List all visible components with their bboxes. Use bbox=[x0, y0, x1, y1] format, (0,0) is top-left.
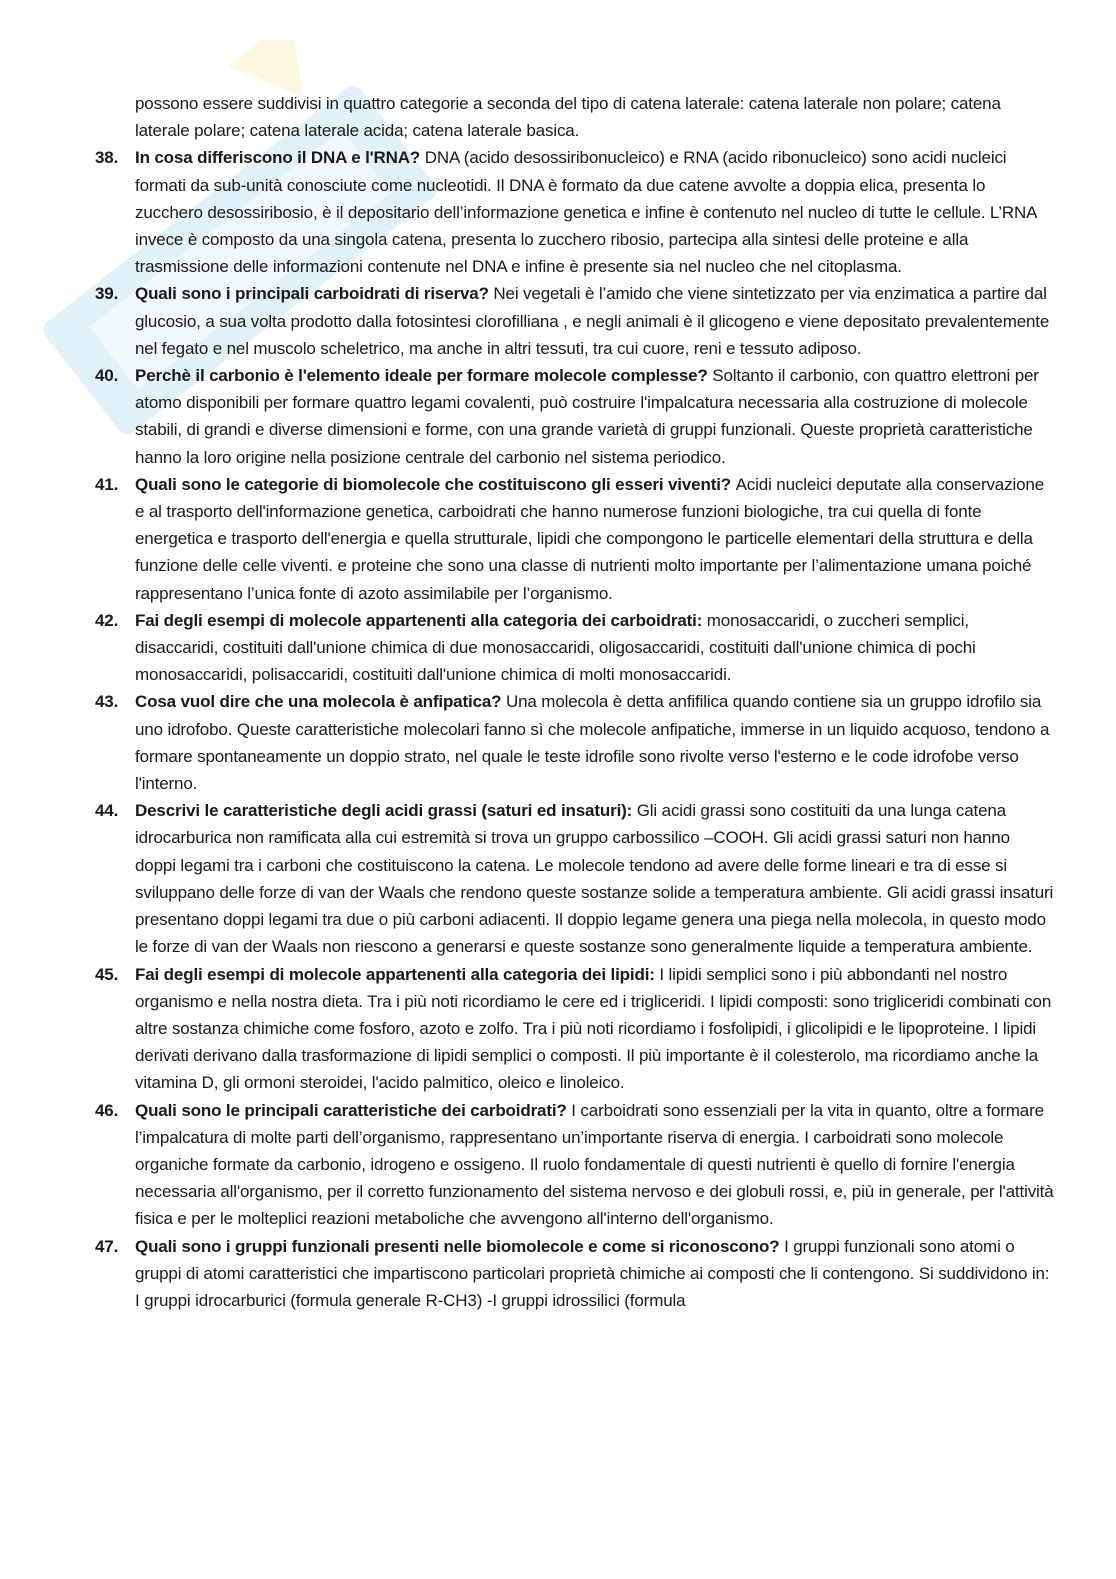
item-number: 41. bbox=[95, 474, 119, 494]
list-item bbox=[95, 280, 1055, 362]
list-item bbox=[95, 797, 1055, 960]
list-item bbox=[95, 471, 1055, 607]
list-item bbox=[95, 1097, 1055, 1233]
item-question: Quali sono le principali caratteristiche dei carboidrati? bbox=[135, 1100, 572, 1120]
list-item bbox=[95, 362, 1055, 471]
item-answer: I gruppi funzionali sono atomi o gruppi di atomi caratteristici che impartiscono particolari proprietà chimiche ai composti che li contengono. Si suddividono in: I gruppi idrocarburici (formula generale R-CH3) -I gruppi idrossilici (formula bbox=[135, 1236, 1050, 1310]
item-number: 44. bbox=[95, 801, 119, 821]
item-number: 39. bbox=[95, 284, 119, 304]
item-answer: Nei vegetali è l’amido che viene sintetizzato per via enzimatica a partire dal glucosio, a sua volta prodotto dalla fotosintesi clorofilliana , e negli animali è il glicogeno e viene depositato prevalentemente nel fegato e nel muscolo scheletrico, ma anche in altri tessuti, tra cui cuore, reni e tessuto adiposo. bbox=[135, 284, 1050, 358]
list-item bbox=[95, 607, 1055, 689]
item-answer: Una molecola è detta anfifilica quando contiene sia un gruppo idrofilo sia uno idrofobo. Queste caratteristiche molecolari fanno sì che molecole anfipatiche, immerse in un liquido acquoso, tendono a formare spontaneamente un doppio strato, nel quale le teste idrofile sono rivolte verso l'esterno e le code idrofobe verso l'interno. bbox=[135, 692, 1050, 794]
item-answer: Soltanto il carbonio, con quattro elettroni per atomo disponibili per formare quattro legami covalenti, può costruire l'impalcatura necessaria alla costruzione di molecole stabili, di grandi e diverse dimensioni e forme, con una grande varietà di gruppi funzionali. Queste proprietà caratteristiche hanno la loro origine nella posizione centrale del carbonio nel sistema periodico. bbox=[135, 366, 1039, 467]
item-answer: monosaccaridi, o zuccheri semplici, disaccaridi, costituiti dall'unione chimica di due monosaccaridi, oligosaccaridi, costituiti dall'unione chimica di pochi monosaccaridi, polisaccaridi, costituiti dall'unione chimica di molti monosaccaridi. bbox=[135, 610, 976, 685]
item-answer: Acidi nucleici deputate alla conservazione e al trasporto dell'informazione genetica, carboidrati che hanno numerose funzioni biologiche, tra cui quella di fonte energetica e trasporto dell'energia e quella strutturale, lipidi che compongono le particelle elementari della struttura e della funzione delle celle viventi. e proteine che sono una classe di nutrienti molto importante per l’alimentazione umana poiché rappresentano l’unica fonte di azoto assimilabile per l’organismo. bbox=[135, 474, 1045, 603]
item-number: 47. bbox=[95, 1236, 119, 1256]
list-item bbox=[95, 1233, 1055, 1315]
item-number: 43. bbox=[95, 692, 119, 712]
item-answer: I carboidrati sono essenziali per la vita in quanto, oltre a formare l’impalcatura di molte parti dell’organismo, rappresentano un’importante riserva di energia. I carboidrati sono molecole organiche formate da carbonio, idrogeno e ossigeno. Il ruolo fondamentale di questi nutrienti è quello di fornire l'energia necessaria all'organismo, per il corretto funzionamento del sistema nervoso e dei globuli rossi, e, più in generale, per l'attività fisica e per le molteplici reazioni metaboliche che avvengono all'interno dell'organismo. bbox=[135, 1100, 1054, 1229]
question-list bbox=[95, 144, 1055, 1314]
list-item bbox=[95, 688, 1055, 797]
list-item bbox=[95, 961, 1055, 1097]
item-question: Quali sono le categorie di biomolecole che costituiscono gli esseri viventi? bbox=[135, 474, 736, 494]
item-question: Descrivi le caratteristiche degli acidi grassi (saturi ed insaturi): bbox=[135, 801, 637, 821]
item-question: Quali sono i gruppi funzionali presenti nelle biomolecole e come si riconoscono? bbox=[135, 1236, 785, 1256]
item-answer: DNA (acido desossiribonucleico) e RNA (acido ribonucleico) sono acidi nucleici formati da sub-unità conosciute come nucleotidi. Il DNA è formato da due catene avvolte a doppia elica, presenta lo zucchero desossiribosio, è il depositario dell’informazione genetica e infine è contenuto nel nucleo di tutte le cellule. L’RNA invece è composto da una singola catena, presenta lo zucchero ribosio, partecipa alla sintesi delle proteine e alla trasmissione delle informazioni contenute nel DNA e infine è presente sia nel nucleo che nel citoplasma. bbox=[135, 148, 1037, 277]
item-question: Quali sono i principali carboidrati di riserva? bbox=[135, 284, 494, 304]
continuation-paragraph: possono essere suddivisi in quattro categorie a seconda del tipo di catena laterale: catena laterale non polare; catena laterale polare; catena laterale acida; catena laterale basica. bbox=[135, 94, 1001, 141]
item-number: 38. bbox=[95, 148, 119, 168]
item-answer: I lipidi semplici sono i più abbondanti nel nostro organismo e nella nostra dieta. Tra i più noti ricordiamo le cere ed i trigliceridi. I lipidi composti: sono trigliceridi combinati con altre sostanza chimiche come fosforo, azoto e zolfo. Tra i più noti ricordiamo i fosfolipidi, i glicolipidi e le lipoproteine. I lipidi derivati derivano dalla trasformazione di lipidi semplici o composti. Il più importante è il colesterolo, ma ricordiamo anche la vitamina D, gli ormoni steroidei, l'acido palmitico, oleico e linoleico. bbox=[135, 964, 1052, 1093]
item-question: Fai degli esempi di molecole appartenenti alla categoria dei carboidrati: bbox=[135, 610, 707, 630]
item-number: 40. bbox=[95, 366, 119, 386]
item-number: 45. bbox=[95, 964, 119, 984]
item-question: In cosa differiscono il DNA e l'RNA? bbox=[135, 148, 425, 168]
item-number: 42. bbox=[95, 610, 119, 630]
document-body bbox=[95, 90, 1055, 1314]
item-question: Cosa vuol dire che una molecola è anfipatica? bbox=[135, 692, 506, 712]
item-question: Fai degli esempi di molecole appartenenti alla categoria dei lipidi: bbox=[135, 964, 660, 984]
item-question: Perchè il carbonio è l'elemento ideale per formare molecole complesse? bbox=[135, 366, 713, 386]
item-answer: Gli acidi grassi sono costituiti da una lunga catena idrocarburica non ramificata alla cui estremità si trova un gruppo carbossilico –COOH. Gli acidi grassi saturi non hanno doppi legami tra i carboni che costituiscono la catena. Le molecole tendono ad avere delle forme lineari e tra di esse si sviluppano delle forze di van der Waals che rendono queste sostanze solide a temperatura ambiente. Gli acidi grassi insaturi presentano doppi legami tra due o più carboni adiacenti. Il doppio legame genera una piega nella molecola, in questo modo le forze di van der Waals non riescono a generarsi e queste sostanze sono generalmente liquide a temperatura ambiente. bbox=[135, 801, 1054, 957]
list-item bbox=[95, 144, 1055, 280]
item-number: 46. bbox=[95, 1100, 119, 1120]
